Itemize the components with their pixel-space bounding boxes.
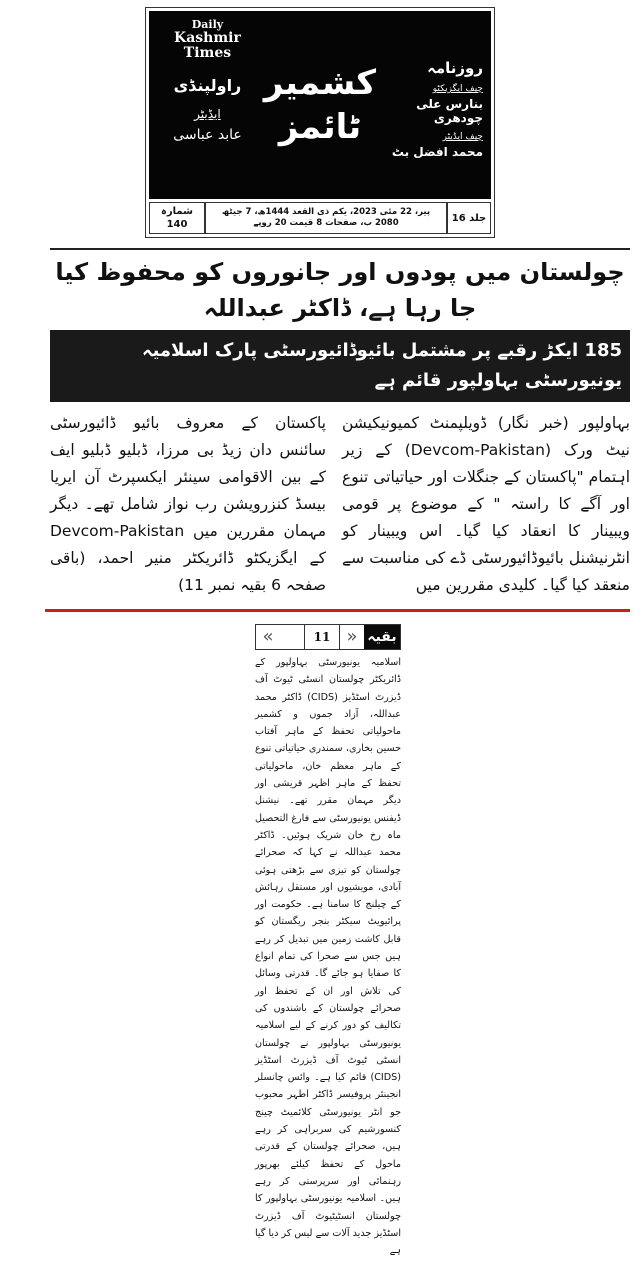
continuation-text: اسلامیہ یونیورسٹی بہاولپور کے ڈائریکٹر چولستان انسٹی ٹیوٹ آف ڈیزرٹ اسٹڈیز (CIDS) ڈاکٹر محمد عبداللہ، آزاد جموں و کشمیر ماحولیاتی تحفظ کے ماہر آفتاب حسین بخاری، سمندری حیاتیاتی تنوع کے ماہر معظم خان، ماحولیاتی تحفظ کے ماہر اظہر قریشی اور دیگر مہمان مقرر تھے۔ نیشنل ڈیفنس یونیورسٹی سے فارغ التحصیل ماہ رخ خان شریک ہوئیں۔ ڈاکٹر محمد عبداللہ نے کہا کہ صحرائے چولستان کو تیزی سے بڑھتی ہوئی آبادی، مویشیوں اور مستقل رہائش کے چیلنج کا سامنا ہے۔ حکومت اور پرائیویٹ سیکٹر بنجر ریگستان کو قابل کاشت زمین میں تبدیل کر رہے ہیں جس سے صحرا کی تمام انواع کا صفایا ہو جائے گا۔ قدرتی وسائل کی تلاش اور ان کے تحفظ اور صحرائے چولستان کے باشندوں کی تکالیف کو دور کرنے کے لیے اسلامیہ یونیورسٹی بہاولپور نے چولستان انسٹی ٹیوٹ آف ڈیزرٹ اسٹڈیز (CIDS) قائم کیا ہے۔ وائس چانسلر انجینئر پروفیسر ڈاکٹر اطہر محبوب جو انٹر یونیورسٹی کلائمیٹ چینج کنسورشیم کی سربراہی کر رہے ہیں، صحرائے چولستان کے قدرتی ماحول کے تحفظ کیلئے بھرپور رہنمائی اور سرپرستی کر رہے ہیں۔ اسلامیہ یونیورسٹی بہاولپور کا چولستان انسٹیٹیوٹ آف ڈیزرٹ اسٹڈیز جدید آلات سے لیس کر دیا گیا ہے xyxy=(255,657,401,1257)
masthead-banner xyxy=(149,11,491,199)
daily-label: روزنامہ xyxy=(427,59,483,77)
editor-label: ایڈیٹر xyxy=(194,106,221,121)
continuation-number: 11 xyxy=(304,625,340,649)
blank-cell xyxy=(280,625,304,649)
chief-editor-label: چیف ایڈیٹر xyxy=(442,132,483,142)
article xyxy=(50,248,630,599)
article-column-left: پاکستان کے معروف بائیو ڈائیورسٹی سائنس دان زیڈ بی مرزا، ڈبلیو ڈبلیو ایف کے بین الاقوامی سینئر ایکسپرٹ آن ایریا بیسڈ کنزرویشن رب نواز شامل تھے۔ دیگر مہمان مقررین میں Devcom-Pakistan کے ایگزیکٹو ڈائریکٹر منیر احمد، (باقی صفحہ 6 بقیہ نمبر 11) xyxy=(50,414,326,594)
subheadline: 185 ایکڑ رقبے پر مشتمل بائیوڈائیورسٹی پارک اسلامیہ یونیورسٹی بہاولپور قائم ہے xyxy=(50,330,630,402)
date-line: پیر، 22 مئی 2023، یکم ذی القعد 1444ھ، 7 جیٹھ 2080 ب، صفحات 8 قیمت 20 روپے xyxy=(205,202,447,234)
masthead-center xyxy=(264,19,376,191)
continuation-label: بقیہ xyxy=(364,625,400,649)
english-title xyxy=(157,19,258,62)
english-daily: Daily xyxy=(191,18,224,31)
masthead-right xyxy=(382,19,483,191)
english-name: Kashmir Times xyxy=(174,30,241,62)
headline: چولستان میں پودوں اور جانوروں کو محفوظ کیا جا رہا ہے، ڈاکٹر عبداللہ xyxy=(55,258,625,322)
volume: جلد 16 xyxy=(447,202,491,234)
chevron-right-icon: » xyxy=(346,626,358,647)
continuation-box xyxy=(255,624,401,1259)
chevron-left-icon: « xyxy=(262,626,274,647)
chief-executive-label: چیف ایگزیکٹو xyxy=(432,84,483,94)
divider xyxy=(50,248,630,250)
masthead xyxy=(145,7,495,238)
red-divider xyxy=(45,609,630,612)
continuation-header xyxy=(255,624,401,650)
article-column-right: بہاولپور (خبر نگار) ڈویلپمنٹ کمیونیکیشن نیٹ ورک (Devcom-Pakistan) کے زیر اہتمام "پاکستان کے جنگلات اور حیاتیاتی تنوع اور آگے کا راستہ " کے موضوع پر قومی ویبینار کا انعقاد کیا گیا۔ اس ویبینار کو انٹرنیشنل بائیوڈائیورسٹی ڈے کی مناسبت سے منعقد کیا گیا۔ کلیدی مقررین میں xyxy=(342,414,630,594)
issue-number: شمارہ 140 xyxy=(149,202,205,234)
urdu-logo: کشمیر ٹائمز xyxy=(263,62,377,147)
city: راولپنڈی xyxy=(173,75,242,95)
masthead-left xyxy=(157,19,258,191)
chief-editor-name: محمد افضل بٹ xyxy=(391,145,483,159)
article-columns xyxy=(50,410,630,599)
editor-name: عابد عباسی xyxy=(173,126,242,143)
date-row xyxy=(149,202,491,234)
chief-executive-name: بنارس علی چودھری xyxy=(416,97,483,125)
